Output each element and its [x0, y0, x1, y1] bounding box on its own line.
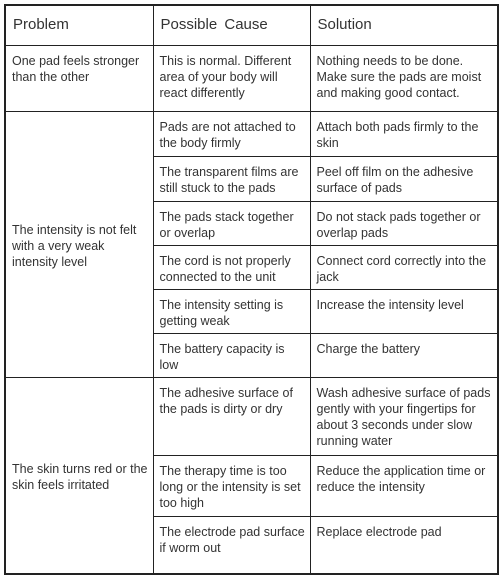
solution-cell: Replace electrode pad	[310, 516, 498, 574]
cause-cell: The transparent films are still stuck to the pads	[153, 156, 310, 201]
table-row	[5, 377, 498, 455]
cause-cell: The pads stack together or overlap	[153, 201, 310, 245]
header-possible-cause: Possible Cause	[153, 5, 310, 45]
solution-cell: Peel off film on the adhesive surface of pads	[310, 156, 498, 201]
cause-cell: The intensity setting is getting weak	[153, 289, 310, 333]
header-problem: Problem	[5, 5, 153, 45]
solution-cell: Connect cord correctly into the jack	[310, 245, 498, 289]
table-header-row	[5, 5, 498, 45]
cause-cell: The battery capacity is low	[153, 333, 310, 377]
problem-cell: The intensity is not felt with a very weak intensity level	[5, 111, 153, 377]
table-row	[5, 111, 498, 156]
solution-cell: Attach both pads firmly to the skin	[310, 111, 498, 156]
solution-cell: Charge the battery	[310, 333, 498, 377]
solution-cell: Increase the intensity level	[310, 289, 498, 333]
solution-cell: Wash adhesive surface of pads gently with your fingertips for about 3 seconds under slow running water	[310, 377, 498, 455]
solution-cell: Do not stack pads together or overlap pads	[310, 201, 498, 245]
header-solution: Solution	[310, 5, 498, 45]
cause-cell: The cord is not properly connected to the unit	[153, 245, 310, 289]
cause-cell: The adhesive surface of the pads is dirty or dry	[153, 377, 310, 455]
problem-cell: The skin turns red or the skin feels irritated	[5, 377, 153, 574]
troubleshooting-table	[4, 4, 499, 575]
problem-cell: One pad feels stronger than the other	[5, 45, 153, 111]
cause-cell: The therapy time is too long or the intensity is set too high	[153, 455, 310, 516]
table-row	[5, 45, 498, 111]
solution-cell: Reduce the application time or reduce the intensity	[310, 455, 498, 516]
cause-cell: This is normal. Different area of your body will react differently	[153, 45, 310, 111]
cause-cell: The electrode pad surface if worm out	[153, 516, 310, 574]
solution-cell: Nothing needs to be done. Make sure the pads are moist and making good contact.	[310, 45, 498, 111]
cause-cell: Pads are not attached to the body firmly	[153, 111, 310, 156]
